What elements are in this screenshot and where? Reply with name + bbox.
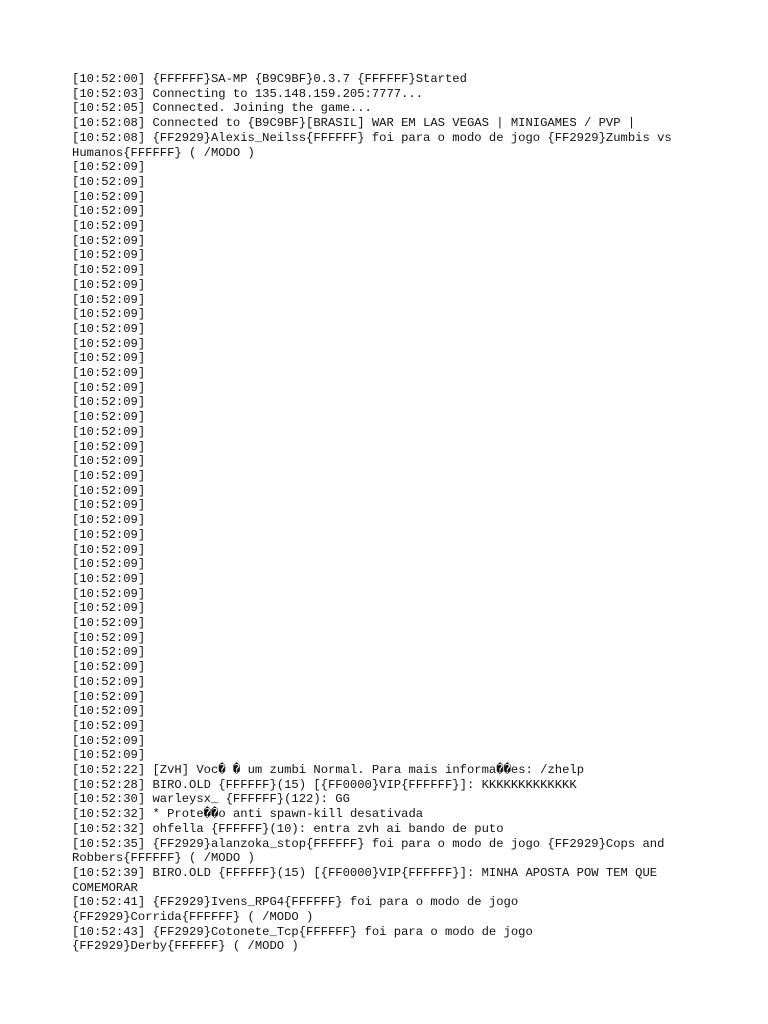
- log-line: [10:52:09]: [72, 748, 146, 763]
- log-line: [10:52:09]: [72, 557, 146, 572]
- log-line: [10:52:09]: [72, 160, 146, 175]
- log-line: [10:52:09]: [72, 204, 146, 219]
- log-line: [10:52:09]: [72, 336, 146, 351]
- log-line: [10:52:09]: [72, 366, 146, 381]
- log-line: [10:52:41] {FF2929}Ivens_RPG4{FFFFFF} foi para o modo de jogo: [72, 895, 519, 910]
- log-line: [10:52:09]: [72, 395, 146, 410]
- log-line: [10:52:03] Connecting to 135.148.159.205:7777...: [72, 86, 424, 101]
- log-line: [10:52:30] warleysx_ {FFFFFF}(122): GG: [72, 792, 350, 807]
- log-line: Humanos{FFFFFF} ( /MODO ): [72, 145, 255, 160]
- log-line: [10:52:09]: [72, 660, 146, 675]
- log-line: [10:52:09]: [72, 689, 146, 704]
- log-line: [10:52:43] {FF2929}Cotonete_Tcp{FFFFFF} foi para o modo de jogo: [72, 924, 533, 939]
- log-line: [10:52:08] Connected to {B9C9BF}[BRASIL] WAR EM LAS VEGAS | MINIGAMES / PVP |: [72, 116, 636, 131]
- log-line: [10:52:32] * Prote��o anti spawn-kill desativada: [72, 807, 424, 822]
- log-line: [10:52:09]: [72, 277, 146, 292]
- log-line: [10:52:09]: [72, 219, 146, 234]
- log-line: [10:52:09]: [72, 248, 146, 263]
- log-line: [10:52:09]: [72, 527, 146, 542]
- log-line: [10:52:09]: [72, 454, 146, 469]
- log-line: [10:52:09]: [72, 630, 146, 645]
- log-line: [10:52:09]: [72, 233, 146, 248]
- log-line: [10:52:09]: [72, 263, 146, 278]
- log-line: [10:52:09]: [72, 351, 146, 366]
- log-line: COMEMORAR: [72, 880, 138, 895]
- chat-log-document: [72, 72, 702, 954]
- log-line: [10:52:09]: [72, 542, 146, 557]
- log-line: [10:52:09]: [72, 410, 146, 425]
- log-line: [10:52:09]: [72, 292, 146, 307]
- log-line: [10:52:22] [ZvH] Voc� � um zumbi Normal. Para mais informa��es: /zhelp: [72, 763, 585, 778]
- log-line: [10:52:08] {FF2929}Alexis_Neilss{FFFFFF} foi para o modo de jogo {FF2929}Zumbis vs: [72, 130, 672, 145]
- log-line: Robbers{FFFFFF} ( /MODO ): [72, 851, 255, 866]
- log-line: [10:52:09]: [72, 616, 146, 631]
- log-line: {FF2929}Derby{FFFFFF} ( /MODO ): [72, 939, 299, 954]
- log-line: [10:52:09]: [72, 424, 146, 439]
- log-line: [10:52:09]: [72, 174, 146, 189]
- log-line: [10:52:05] Connected. Joining the game...: [72, 101, 372, 116]
- log-line: [10:52:09]: [72, 601, 146, 616]
- log-line: [10:52:28] BIRO.OLD {FFFFFF}(15) [{FF0000}VIP{FFFFFF}]: KKKKKKKKKKKKK: [72, 777, 577, 792]
- log-line: [10:52:09]: [72, 586, 146, 601]
- log-line: [10:52:09]: [72, 718, 146, 733]
- log-line: [10:52:39] BIRO.OLD {FFFFFF}(15) [{FF0000}VIP{FFFFFF}]: MINHA APOSTA POW TEM QUE: [72, 865, 658, 880]
- log-line: [10:52:09]: [72, 307, 146, 322]
- log-line: [10:52:09]: [72, 733, 146, 748]
- log-line: [10:52:09]: [72, 483, 146, 498]
- log-line: [10:52:09]: [72, 645, 146, 660]
- log-line: [10:52:09]: [72, 674, 146, 689]
- log-line: [10:52:00] {FFFFFF}SA-MP {B9C9BF}0.3.7 {FFFFFF}Started: [72, 72, 467, 86]
- log-line: [10:52:09]: [72, 498, 146, 513]
- log-line: [10:52:09]: [72, 571, 146, 586]
- log-line: [10:52:09]: [72, 380, 146, 395]
- log-line: [10:52:09]: [72, 468, 146, 483]
- log-line: [10:52:09]: [72, 189, 146, 204]
- log-line: [10:52:09]: [72, 513, 146, 528]
- log-line: [10:52:32] ohfella {FFFFFF}(10): entra zvh ai bando de puto: [72, 821, 504, 836]
- log-line: [10:52:09]: [72, 439, 146, 454]
- log-line: [10:52:35] {FF2929}alanzoka_stop{FFFFFF} foi para o modo de jogo {FF2929}Cops and: [72, 836, 665, 851]
- log-line: [10:52:09]: [72, 321, 146, 336]
- log-line: [10:52:09]: [72, 704, 146, 719]
- log-line: {FF2929}Corrida{FFFFFF} ( /MODO ): [72, 910, 314, 925]
